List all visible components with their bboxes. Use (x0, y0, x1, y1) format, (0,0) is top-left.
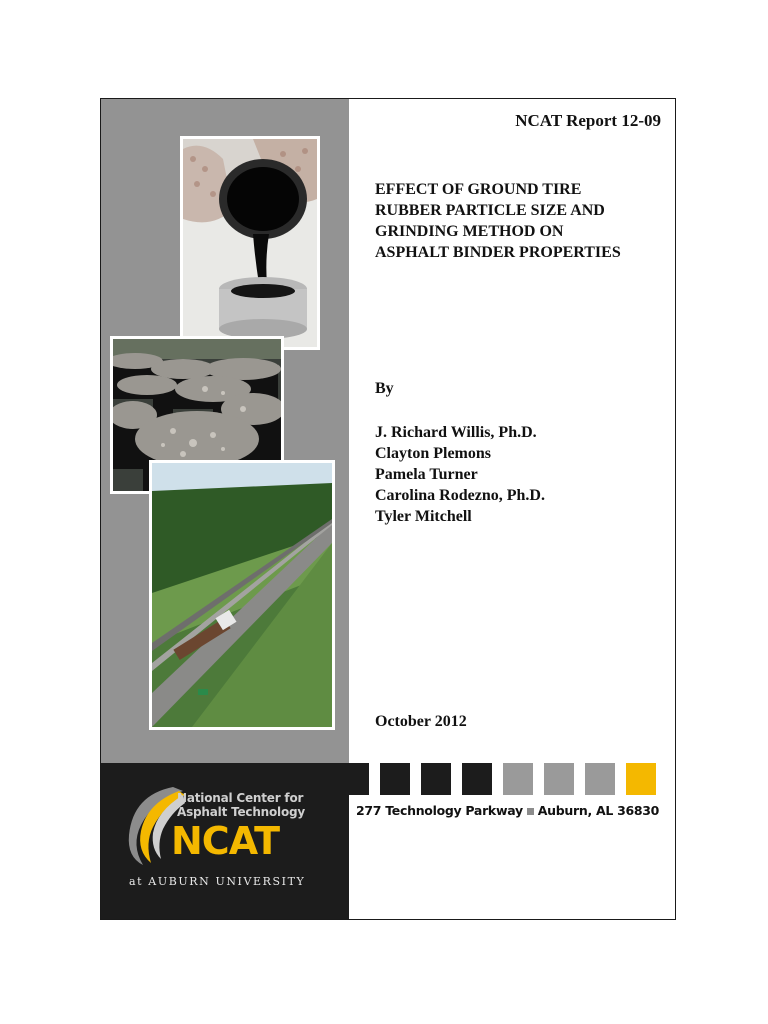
photo-panel (101, 99, 349, 763)
author-name: Clayton Plemons (375, 445, 491, 462)
separator-square (527, 808, 534, 815)
report-number: NCAT Report 12-09 (515, 111, 661, 130)
highway-photo (149, 460, 335, 730)
ncat-logo (101, 763, 349, 919)
by-label: By (375, 380, 394, 397)
title-line: RUBBER PARTICLE SIZE AND (375, 202, 605, 219)
author-name: Pamela Turner (375, 466, 478, 483)
color-square (462, 763, 492, 795)
color-square (503, 763, 533, 795)
author-name: J. Richard Willis, Ph.D. (375, 424, 537, 441)
color-square (585, 763, 615, 795)
color-square (626, 763, 656, 795)
logo-university: at AUBURN UNIVERSITY (129, 875, 306, 888)
color-square (380, 763, 410, 795)
color-square (544, 763, 574, 795)
report-title (375, 179, 665, 263)
author-name: Tyler Mitchell (375, 508, 472, 525)
report-cover (100, 98, 676, 920)
title-line: EFFECT OF GROUND TIRE (375, 181, 582, 198)
publication-date: October 2012 (375, 713, 467, 730)
logo-acronym: NCAT (171, 819, 280, 863)
color-square (329, 763, 369, 795)
author-list (375, 422, 545, 527)
author-name: Carolina Rodezno, Ph.D. (375, 487, 545, 504)
title-line: ASPHALT BINDER PROPERTIES (375, 244, 621, 261)
title-line: GRINDING METHOD ON (375, 223, 564, 240)
color-square (421, 763, 451, 795)
binder-pour-photo (180, 136, 320, 350)
address-city: Auburn, AL 36830 (537, 803, 660, 818)
address-street: 277 Technology Parkway (356, 803, 523, 818)
logo-organization-name: National Center for Asphalt Technology (177, 791, 306, 819)
address-line (356, 803, 676, 818)
